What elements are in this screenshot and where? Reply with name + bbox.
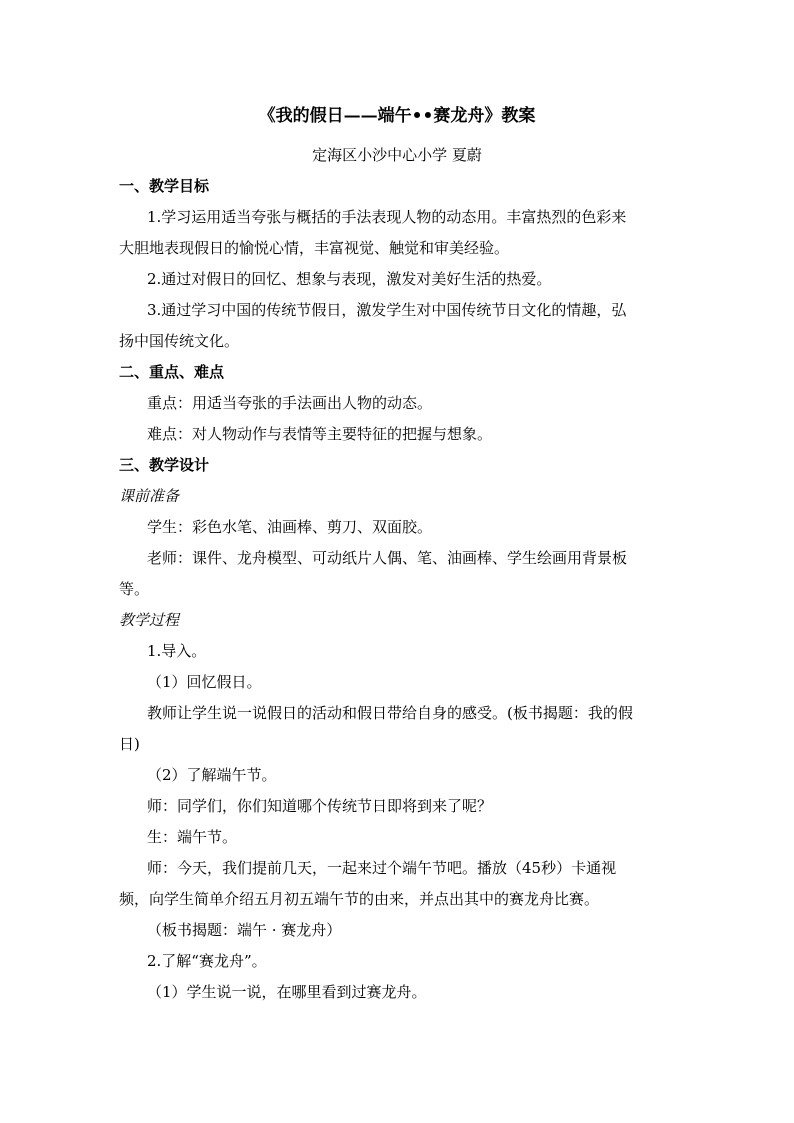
paragraph-line: （板书揭题：端午 · 赛龙舟） [147, 921, 342, 939]
paragraph-line: 3.通过学习中国的传统节假日，激发学生对中国传统节日文化的情趣，弘 [147, 301, 627, 319]
paragraph-line: 学生：彩色水笔、油画棒、剪刀、双面胶。 [147, 518, 433, 536]
section-heading-key-points: 二、重点、难点 [119, 363, 225, 381]
paragraph-line: （1）学生说一说，在哪里看到过赛龙舟。 [147, 983, 427, 1001]
paragraph-line: 等。 [119, 580, 150, 598]
subheading-process: 教学过程 [119, 611, 180, 629]
paragraph-line: 老师：课件、龙舟模型、可动纸片人偶、笔、油画棒、学生绘画用背景板 [147, 549, 628, 567]
paragraph-line: 1.导入。 [147, 642, 207, 660]
paragraph-line: 1.学习运用适当夸张与概括的手法表现人物的动态用。丰富热烈的色彩来 [147, 208, 627, 226]
paragraph-line: 难点：对人物动作与表情等主要特征的把握与想象。 [147, 425, 493, 443]
paragraph-line: （1）回忆假日。 [147, 673, 262, 691]
paragraph-line: 大胆地表现假日的愉悦心情，丰富视觉、触觉和审美经验。 [119, 239, 510, 257]
paragraph-line: 师：今天，我们提前几天，一起来过个端午节吧。播放（45秒）卡通视 [147, 859, 617, 877]
paragraph-line: 2.了解“赛龙舟”。 [147, 952, 267, 970]
paragraph-line: 日) [119, 735, 140, 753]
paragraph-line: 师：同学们，你们知道哪个传统节日即将到来了呢？ [147, 797, 493, 815]
document-title: 《我的假日——端午••赛龙舟》教案 [258, 106, 536, 126]
section-heading-design: 三、教学设计 [119, 456, 210, 474]
paragraph-line: 生：端午节。 [147, 828, 238, 846]
paragraph-line: 扬中国传统文化。 [119, 332, 240, 350]
paragraph-line: （2）了解端午节。 [147, 766, 277, 784]
paragraph-line: 2.通过对假日的回忆、想象与表现，激发对美好生活的热爱。 [147, 270, 552, 288]
document-author: 定海区小沙中心小学 夏蔚 [312, 146, 482, 164]
paragraph-line: 频，向学生简单介绍五月初五端午节的由来，并点出其中的赛龙舟比赛。 [119, 890, 600, 908]
subheading-prep: 课前准备 [119, 487, 180, 505]
paragraph-line: 重点：用适当夸张的手法画出人物的动态。 [147, 394, 433, 412]
section-heading-goals: 一、教学目标 [119, 177, 210, 195]
paragraph-line: 教师让学生说一说假日的活动和假日带给自身的感受。(板书揭题：我的假 [147, 704, 633, 722]
